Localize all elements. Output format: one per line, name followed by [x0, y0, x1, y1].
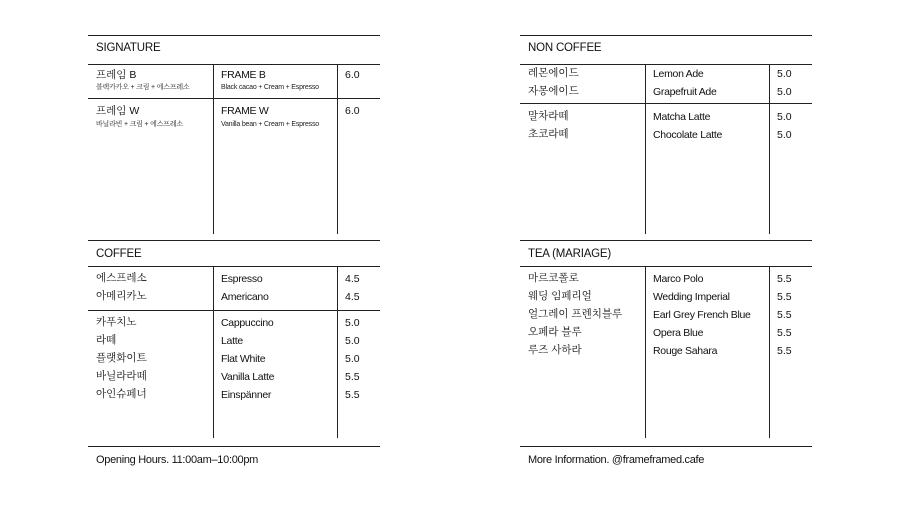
menu-item-kr: 아인슈페너 [96, 388, 147, 400]
menu-item-price: 5.0 [345, 353, 360, 365]
signature-panel [88, 35, 380, 234]
column-divider [769, 266, 770, 438]
menu-item-price: 5.5 [777, 291, 792, 303]
panel-top-rule [88, 35, 380, 36]
signature-title: SIGNATURE [96, 42, 161, 54]
column-divider [337, 64, 338, 234]
menu-item-en-desc: Black cacao + Cream + Espresso [221, 84, 319, 91]
menu-item-price: 5.0 [777, 68, 792, 80]
menu-item-kr: 카푸치노 [96, 316, 137, 328]
menu-item-en: Chocolate Latte [653, 129, 723, 141]
tea-title: TEA (MARIAGE) [528, 248, 612, 260]
menu-item-kr: 얼그레이 프렌치블루 [528, 308, 623, 320]
menu-item-kr: 자몽에이드 [528, 85, 579, 97]
menu-item-price: 5.5 [777, 345, 792, 357]
menu-item-en: Wedding Imperial [653, 291, 730, 303]
menu-item-price: 6.0 [345, 69, 360, 81]
panel-top-rule [88, 240, 380, 241]
column-divider [337, 266, 338, 438]
menu-item-en: Earl Grey French Blue [653, 309, 751, 321]
panel-top-rule [520, 35, 812, 36]
menu-item-kr: 마르코폴로 [528, 272, 579, 284]
menu-item-kr: 레몬에이드 [528, 67, 579, 79]
menu-item-en: Flat White [221, 353, 266, 365]
menu-item-en: Opera Blue [653, 327, 704, 339]
column-divider [769, 64, 770, 234]
menu-item-kr: 프레임 W [96, 105, 140, 117]
menu-item-en: Einspänner [221, 389, 272, 401]
menu-item-price: 6.0 [345, 105, 360, 117]
column-divider [213, 64, 214, 234]
non-coffee-title: NON COFFEE [528, 42, 602, 54]
menu-item-price: 5.5 [345, 389, 360, 401]
more-info-text: More Information. @frameframed.cafe [528, 454, 705, 466]
opening-hours-footer [88, 446, 380, 473]
group-rule [520, 103, 812, 104]
menu-item-kr: 라떼 [96, 334, 117, 346]
menu-item-kr-desc: 바닐라빈 + 크림 + 에스프레소 [96, 121, 183, 128]
menu-item-price: 5.0 [777, 111, 792, 123]
menu-item-price: 5.5 [777, 273, 792, 285]
menu-item-kr: 말차라떼 [528, 110, 569, 122]
menu-item-kr: 플랫화이트 [96, 352, 147, 364]
coffee-panel [88, 240, 380, 438]
panel-top-rule [520, 240, 812, 241]
menu-item-en: Cappuccino [221, 317, 274, 329]
group-rule [88, 98, 380, 99]
menu-item-en: Rouge Sahara [653, 345, 718, 357]
menu-item-en: Marco Polo [653, 273, 704, 285]
menu-item-en: FRAME W [221, 105, 269, 117]
menu-item-price: 5.0 [345, 335, 360, 347]
menu-item-en-desc: Vanilla bean + Cream + Espresso [221, 121, 319, 128]
more-info-footer [520, 446, 812, 473]
column-divider [213, 266, 214, 438]
menu-item-price: 5.5 [345, 371, 360, 383]
menu-item-kr: 에스프레소 [96, 272, 147, 284]
menu-item-kr: 오페라 블루 [528, 326, 582, 338]
menu-item-en: FRAME B [221, 69, 266, 81]
menu-item-price: 5.0 [345, 317, 360, 329]
menu-item-kr: 바닐라라떼 [96, 370, 147, 382]
menu-item-en: Grapefruit Ade [653, 86, 717, 98]
menu-item-en: Espresso [221, 273, 263, 285]
menu-item-en: Vanilla Latte [221, 371, 275, 383]
menu-item-en: Latte [221, 335, 243, 347]
tea-panel [520, 240, 812, 438]
column-divider [645, 266, 646, 438]
menu-item-kr: 프레임 B [96, 69, 137, 81]
menu-item-kr: 초코라떼 [528, 128, 569, 140]
column-divider [645, 64, 646, 234]
coffee-title: COFFEE [96, 248, 142, 260]
menu-item-kr: 웨딩 임페리얼 [528, 290, 592, 302]
menu-item-price: 5.5 [777, 327, 792, 339]
menu-item-kr: 루즈 사하라 [528, 344, 582, 356]
menu-item-price: 5.0 [777, 86, 792, 98]
menu-item-price: 4.5 [345, 273, 360, 285]
menu-item-price: 4.5 [345, 291, 360, 303]
opening-hours-text: Opening Hours. 11:00am–10:00pm [96, 454, 259, 466]
menu-item-en: Americano [221, 291, 269, 303]
group-rule [88, 310, 380, 311]
menu-item-kr-desc: 블랙카카오 + 크림 + 에스프레소 [96, 84, 190, 91]
menu-item-kr: 아메리카노 [96, 290, 147, 302]
menu-item-price: 5.0 [777, 129, 792, 141]
non-coffee-panel [520, 35, 812, 234]
menu-item-price: 5.5 [777, 309, 792, 321]
menu-item-en: Lemon Ade [653, 68, 704, 80]
menu-item-en: Matcha Latte [653, 111, 711, 123]
